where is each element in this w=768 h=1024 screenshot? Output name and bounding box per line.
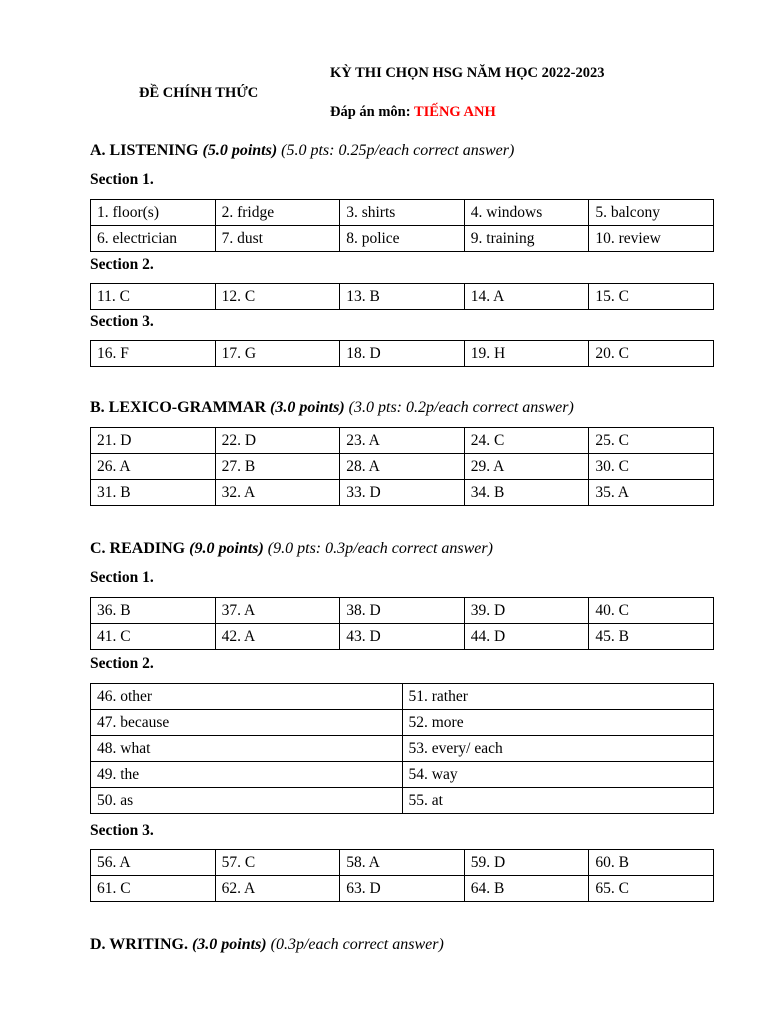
answer-cell: 30. C [589,454,714,480]
exam-title: KỲ THI CHỌN HSG NĂM HỌC 2022-2023 [330,65,605,81]
answer-cell: 34. B [464,480,589,506]
answer-cell: 4. windows [464,200,589,226]
answer-cell: 47. because [91,710,403,736]
reading-section3-label: Section 3. [90,822,154,839]
answer-cell: 16. F [91,341,216,367]
answer-cell: 62. A [215,876,340,902]
listening-section3-label: Section 3. [90,313,154,330]
listening-section1-label: Section 1. [90,171,154,188]
answer-cell: 13. B [340,284,465,310]
answer-cell: 45. B [589,624,714,650]
subject-colon: : [405,104,414,120]
answer-cell: 31. B [91,480,216,506]
reading-section2-label: Section 2. [90,655,154,672]
listening-section1-table [90,199,714,252]
writing-heading [90,936,444,954]
table-row [91,762,714,788]
answer-cell: 14. A [464,284,589,310]
reading-section1-table [90,597,714,650]
listening-title: A. LISTENING [90,142,199,159]
listening-points: (5.0 points) [202,142,278,159]
table-row [91,480,714,506]
reading-heading [90,540,493,558]
answer-cell: 9. training [464,226,589,252]
table-row [91,454,714,480]
table-row [91,788,714,814]
answer-cell: 32. A [215,480,340,506]
reading-section2-table [90,683,714,814]
answer-cell: 36. B [91,598,216,624]
answer-cell: 37. A [215,598,340,624]
answer-cell: 57. C [215,850,340,876]
answer-cell: 17. G [215,341,340,367]
reading-note: (9.0 pts: 0.3p/each correct answer) [267,540,493,557]
reading-section1-label: Section 1. [90,569,154,586]
answer-cell: 51. rather [402,684,714,710]
answer-cell: 7. dust [215,226,340,252]
writing-note: (0.3p/each correct answer) [270,936,444,953]
answer-cell: 54. way [402,762,714,788]
answer-cell: 1. floor(s) [91,200,216,226]
table-row [91,200,714,226]
answer-cell: 6. electrician [91,226,216,252]
answer-cell: 21. D [91,428,216,454]
answer-cell: 12. C [215,284,340,310]
table-row [91,624,714,650]
answer-cell: 43. D [340,624,465,650]
answer-cell: 61. C [91,876,216,902]
listening-section2-label: Section 2. [90,256,154,273]
answer-cell: 50. as [91,788,403,814]
answer-cell: 20. C [589,341,714,367]
answer-cell: 8. police [340,226,465,252]
subject-line [330,104,496,121]
table-row [91,736,714,762]
listening-heading [90,142,514,160]
table-row [91,876,714,902]
answer-cell: 23. A [340,428,465,454]
subject-label: Đáp án môn [330,104,406,120]
answer-cell: 55. at [402,788,714,814]
answer-cell: 64. B [464,876,589,902]
answer-cell: 35. A [589,480,714,506]
answer-cell: 63. D [340,876,465,902]
answer-cell: 65. C [589,876,714,902]
answer-cell: 22. D [215,428,340,454]
lexico-title: B. LEXICO-GRAMMAR [90,399,266,416]
listening-note: (5.0 pts: 0.25p/each correct answer) [281,142,515,159]
lexico-note: (3.0 pts: 0.2p/each correct answer) [348,399,574,416]
reading-points: (9.0 points) [189,540,264,557]
reading-title: C. READING [90,540,186,557]
answer-cell: 53. every/ each [402,736,714,762]
listening-section2-table [90,283,714,310]
official-label: ĐỀ CHÍNH THỨC [139,85,259,101]
answer-cell: 2. fridge [215,200,340,226]
answer-cell: 49. the [91,762,403,788]
table-row [91,226,714,252]
answer-cell: 26. A [91,454,216,480]
table-row [91,850,714,876]
answer-cell: 60. B [589,850,714,876]
table-row [91,428,714,454]
answer-cell: 10. review [589,226,714,252]
answer-cell: 24. C [464,428,589,454]
answer-cell: 3. shirts [340,200,465,226]
answer-cell: 56. A [91,850,216,876]
reading-section3-table [90,849,714,902]
table-row [91,710,714,736]
answer-cell: 25. C [589,428,714,454]
answer-cell: 58. A [340,850,465,876]
answer-cell: 48. what [91,736,403,762]
answer-cell: 15. C [589,284,714,310]
lexico-heading [90,399,574,417]
answer-cell: 40. C [589,598,714,624]
answer-cell: 5. balcony [589,200,714,226]
answer-cell: 46. other [91,684,403,710]
answer-cell: 27. B [215,454,340,480]
answer-cell: 39. D [464,598,589,624]
answer-cell: 38. D [340,598,465,624]
subject-value: TIẾNG ANH [413,104,496,120]
table-row [91,341,714,367]
listening-section3-table [90,340,714,367]
answer-cell: 52. more [402,710,714,736]
lexico-points: (3.0 points) [270,399,345,416]
answer-cell: 29. A [464,454,589,480]
answer-cell: 18. D [340,341,465,367]
lexico-table [90,427,714,506]
answer-cell: 11. C [91,284,216,310]
answer-cell: 41. C [91,624,216,650]
answer-cell: 59. D [464,850,589,876]
table-row [91,284,714,310]
table-row [91,684,714,710]
answer-cell: 33. D [340,480,465,506]
writing-points: (3.0 points) [191,936,267,953]
writing-title: D. WRITING. [90,936,188,953]
answer-cell: 19. H [464,341,589,367]
answer-cell: 42. A [215,624,340,650]
table-row [91,598,714,624]
answer-cell: 28. A [340,454,465,480]
answer-cell: 44. D [464,624,589,650]
